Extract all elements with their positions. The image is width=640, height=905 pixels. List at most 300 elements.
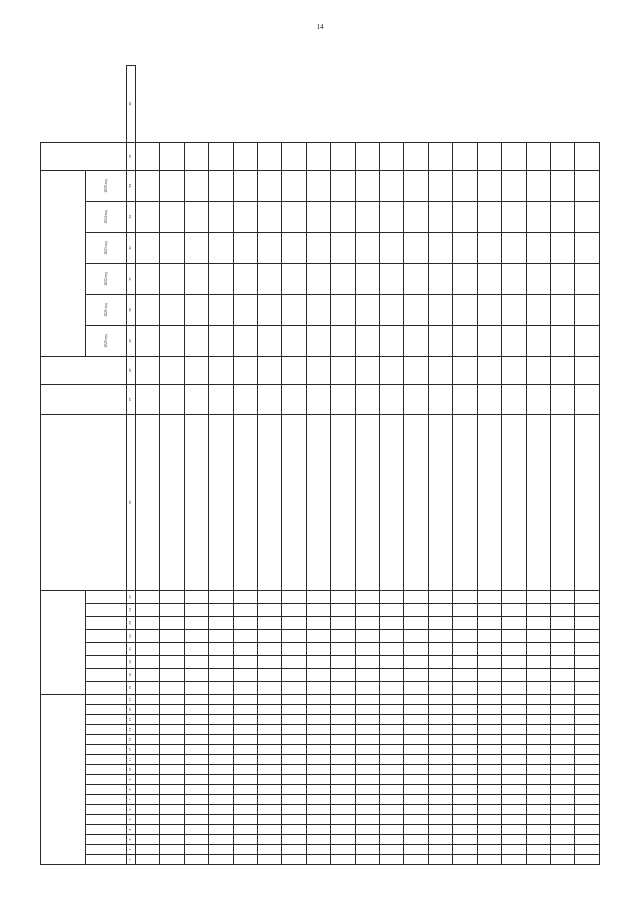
year-value-cell xyxy=(477,263,501,294)
code-cell xyxy=(355,735,379,745)
code-cell xyxy=(575,845,600,855)
code-cell xyxy=(380,855,404,865)
code-cell xyxy=(282,855,306,865)
indicator-cell xyxy=(160,681,184,694)
unit-cell xyxy=(477,384,501,414)
code-cell xyxy=(428,835,452,845)
header-code-subcol xyxy=(86,825,127,835)
column-number: 35 xyxy=(127,142,136,170)
indicator-cell xyxy=(184,629,208,642)
code-cell xyxy=(233,835,257,845)
code-cell xyxy=(306,725,330,735)
indicator-cell xyxy=(282,642,306,655)
code-cell xyxy=(258,745,282,755)
code-cell xyxy=(502,805,526,815)
indicator-cell xyxy=(428,616,452,629)
year-value-cell xyxy=(209,232,233,263)
code-cell xyxy=(380,705,404,715)
final-value-cell xyxy=(233,142,257,170)
code-cell xyxy=(282,845,306,855)
code-cell xyxy=(575,825,600,835)
code-cell xyxy=(453,795,477,805)
unit-cell xyxy=(160,384,184,414)
code-cell xyxy=(136,694,160,704)
code-cell xyxy=(282,765,306,775)
code-cell xyxy=(306,855,330,865)
code-cell xyxy=(258,765,282,775)
year-value-cell xyxy=(282,232,306,263)
year-value-cell xyxy=(209,294,233,325)
code-cell xyxy=(160,815,184,825)
code-cell xyxy=(355,845,379,855)
code-cell xyxy=(502,835,526,845)
table-row xyxy=(404,66,428,865)
final-value-cell xyxy=(477,142,501,170)
final-value-cell xyxy=(575,142,600,170)
code-cell xyxy=(428,855,452,865)
code-cell xyxy=(453,745,477,755)
code-cell xyxy=(428,715,452,725)
code-cell xyxy=(209,775,233,785)
code-cell xyxy=(136,725,160,735)
code-cell xyxy=(184,705,208,715)
code-cell xyxy=(136,835,160,845)
indicator-cell xyxy=(282,590,306,603)
code-cell xyxy=(258,735,282,745)
year-value-cell xyxy=(575,170,600,201)
code-cell xyxy=(306,835,330,845)
year-value-cell xyxy=(550,201,574,232)
year-value-cell xyxy=(331,263,355,294)
year-value-cell xyxy=(428,201,452,232)
indicator-cell xyxy=(136,655,160,668)
code-cell xyxy=(160,715,184,725)
year-value-cell xyxy=(331,201,355,232)
code-cell xyxy=(453,805,477,815)
code-cell xyxy=(258,835,282,845)
code-cell xyxy=(477,825,501,835)
code-cell xyxy=(550,705,574,715)
header-name xyxy=(41,414,127,590)
code-cell xyxy=(355,815,379,825)
indicator-cell xyxy=(258,629,282,642)
year-value-cell xyxy=(550,325,574,356)
indicator-cell xyxy=(502,590,526,603)
indicator-cell xyxy=(282,668,306,681)
indicator-cell xyxy=(380,590,404,603)
code-cell xyxy=(477,725,501,735)
code-cell xyxy=(184,755,208,765)
code-cell xyxy=(160,855,184,865)
code-cell xyxy=(184,855,208,865)
description-cell xyxy=(575,414,600,590)
indicator-cell xyxy=(477,590,501,603)
indicator-cell xyxy=(355,681,379,694)
unit-cell xyxy=(502,384,526,414)
code-cell xyxy=(282,735,306,745)
code-cell xyxy=(209,845,233,855)
year-value-cell xyxy=(355,325,379,356)
indicator-cell xyxy=(160,668,184,681)
year-value-cell xyxy=(575,201,600,232)
code-cell xyxy=(209,805,233,815)
year-value-cell xyxy=(550,170,574,201)
column-number: 4 xyxy=(127,825,136,835)
year-value-cell xyxy=(526,170,550,201)
code-cell xyxy=(282,715,306,725)
code-cell xyxy=(453,845,477,855)
column-number: 14 xyxy=(127,725,136,735)
description-cell xyxy=(355,414,379,590)
code-cell xyxy=(575,835,600,845)
code-cell xyxy=(184,785,208,795)
header-indicator-subcol xyxy=(86,681,127,694)
year-value-cell xyxy=(380,201,404,232)
code-cell xyxy=(306,765,330,775)
code-cell xyxy=(380,815,404,825)
code-cell xyxy=(331,745,355,755)
indicator-cell xyxy=(355,655,379,668)
code-cell xyxy=(380,835,404,845)
code-cell xyxy=(575,765,600,775)
code-cell xyxy=(136,745,160,755)
column-number: 30 xyxy=(127,294,136,325)
column-number: 1 xyxy=(127,855,136,865)
year-value-cell xyxy=(380,170,404,201)
code-cell xyxy=(526,845,550,855)
code-cell xyxy=(404,835,428,845)
base-value-cell xyxy=(136,356,160,384)
column-number: 31 xyxy=(127,263,136,294)
code-cell xyxy=(380,845,404,855)
code-cell xyxy=(306,805,330,815)
indicator-cell xyxy=(380,616,404,629)
code-cell xyxy=(331,805,355,815)
code-cell xyxy=(477,795,501,805)
base-value-cell xyxy=(502,356,526,384)
code-cell xyxy=(550,795,574,805)
code-cell xyxy=(550,815,574,825)
header-indicator-subcol xyxy=(86,655,127,668)
base-value-cell xyxy=(160,356,184,384)
code-cell xyxy=(160,835,184,845)
code-cell xyxy=(282,745,306,755)
unit-cell xyxy=(526,384,550,414)
year-value-cell xyxy=(282,201,306,232)
indicator-cell xyxy=(331,629,355,642)
code-cell xyxy=(331,795,355,805)
indicator-cell xyxy=(404,603,428,616)
code-cell xyxy=(184,795,208,805)
indicator-cell xyxy=(184,590,208,603)
code-cell xyxy=(477,735,501,745)
code-cell xyxy=(282,795,306,805)
code-cell xyxy=(282,785,306,795)
indicator-cell xyxy=(136,616,160,629)
header-code-subcol xyxy=(86,755,127,765)
indicator-cell xyxy=(331,590,355,603)
code-cell xyxy=(306,815,330,825)
code-cell xyxy=(380,805,404,815)
indicator-cell xyxy=(184,616,208,629)
indicator-cell xyxy=(209,603,233,616)
column-number: 36 xyxy=(127,66,136,143)
indicator-cell xyxy=(184,603,208,616)
indicator-cell xyxy=(575,681,600,694)
unit-cell xyxy=(550,384,574,414)
year-value-cell xyxy=(380,294,404,325)
table-column-number-row xyxy=(127,66,136,865)
base-value-cell xyxy=(331,356,355,384)
code-cell xyxy=(355,745,379,755)
year-value-cell xyxy=(160,201,184,232)
year-value-cell xyxy=(136,325,160,356)
final-value-cell xyxy=(258,142,282,170)
indicator-cell xyxy=(209,668,233,681)
code-cell xyxy=(209,725,233,735)
code-cell xyxy=(428,805,452,815)
indicator-cell xyxy=(306,629,330,642)
year-value-cell xyxy=(306,325,330,356)
description-cell xyxy=(550,414,574,590)
column-number: 24 xyxy=(127,603,136,616)
year-value-cell xyxy=(526,232,550,263)
description-cell xyxy=(209,414,233,590)
code-cell xyxy=(404,825,428,835)
header-year: 2023 год xyxy=(86,232,127,263)
year-value-cell xyxy=(575,232,600,263)
base-value-cell xyxy=(404,356,428,384)
column-number: 9 xyxy=(127,775,136,785)
code-cell xyxy=(526,755,550,765)
description-cell xyxy=(502,414,526,590)
year-value-cell xyxy=(209,263,233,294)
description-cell xyxy=(306,414,330,590)
code-cell xyxy=(453,735,477,745)
indicator-cell xyxy=(306,590,330,603)
code-cell xyxy=(526,745,550,755)
table-row xyxy=(306,66,330,865)
code-cell xyxy=(209,694,233,704)
header-year: 2025 год xyxy=(86,170,127,201)
code-cell xyxy=(380,745,404,755)
year-value-cell xyxy=(233,201,257,232)
indicator-cell xyxy=(428,590,452,603)
code-cell xyxy=(184,825,208,835)
year-value-cell xyxy=(502,263,526,294)
code-cell xyxy=(550,755,574,765)
indicator-cell xyxy=(160,642,184,655)
code-cell xyxy=(160,785,184,795)
year-value-cell xyxy=(258,325,282,356)
indicator-cell xyxy=(380,642,404,655)
column-number: 22 xyxy=(127,629,136,642)
description-cell xyxy=(184,414,208,590)
code-cell xyxy=(355,715,379,725)
code-cell xyxy=(502,745,526,755)
header-code-subcol xyxy=(86,694,127,704)
code-cell xyxy=(380,694,404,704)
code-cell xyxy=(282,775,306,785)
code-cell xyxy=(550,694,574,704)
code-cell xyxy=(526,705,550,715)
code-cell xyxy=(502,715,526,725)
indicator-cell xyxy=(575,590,600,603)
table-row xyxy=(453,66,477,865)
indicator-cell xyxy=(453,603,477,616)
code-cell xyxy=(282,825,306,835)
indicator-cell xyxy=(453,681,477,694)
indicator-cell xyxy=(502,629,526,642)
code-cell xyxy=(477,705,501,715)
code-cell xyxy=(453,825,477,835)
year-value-cell xyxy=(136,201,160,232)
indicator-cell xyxy=(428,655,452,668)
code-cell xyxy=(355,765,379,775)
code-cell xyxy=(428,755,452,765)
year-value-cell xyxy=(404,294,428,325)
header-code-subcol xyxy=(86,725,127,735)
code-cell xyxy=(575,795,600,805)
indicator-cell xyxy=(380,655,404,668)
code-cell xyxy=(355,785,379,795)
code-cell xyxy=(184,694,208,704)
code-cell xyxy=(184,715,208,725)
description-cell xyxy=(136,414,160,590)
indicator-cell xyxy=(502,681,526,694)
indicator-cell xyxy=(306,655,330,668)
indicator-cell xyxy=(526,668,550,681)
indicator-cell xyxy=(477,616,501,629)
indicator-cell xyxy=(575,655,600,668)
indicator-cell xyxy=(258,616,282,629)
final-value-cell xyxy=(282,142,306,170)
unit-cell xyxy=(575,384,600,414)
indicator-cell xyxy=(477,629,501,642)
code-cell xyxy=(575,855,600,865)
code-cell xyxy=(575,805,600,815)
unit-cell xyxy=(453,384,477,414)
year-value-cell xyxy=(477,325,501,356)
description-cell xyxy=(526,414,550,590)
code-cell xyxy=(306,755,330,765)
indicator-cell xyxy=(209,629,233,642)
indicator-cell xyxy=(380,668,404,681)
program-indicators-table xyxy=(40,65,600,865)
unit-cell xyxy=(233,384,257,414)
code-cell xyxy=(136,795,160,805)
indicator-cell xyxy=(502,616,526,629)
final-value-cell xyxy=(331,142,355,170)
header-code-subcol xyxy=(86,765,127,775)
indicator-cell xyxy=(331,668,355,681)
code-cell xyxy=(258,805,282,815)
indicator-cell xyxy=(550,603,574,616)
table-row xyxy=(477,66,501,865)
indicator-cell xyxy=(282,681,306,694)
header-code-subcol xyxy=(86,775,127,785)
code-cell xyxy=(233,785,257,795)
code-cell xyxy=(550,745,574,755)
code-cell xyxy=(404,815,428,825)
code-cell xyxy=(355,694,379,704)
unit-cell xyxy=(355,384,379,414)
indicator-cell xyxy=(502,642,526,655)
year-value-cell xyxy=(209,170,233,201)
code-cell xyxy=(136,715,160,725)
year-value-cell xyxy=(258,263,282,294)
code-cell xyxy=(428,775,452,785)
description-cell xyxy=(258,414,282,590)
year-value-cell xyxy=(477,201,501,232)
description-cell xyxy=(233,414,257,590)
code-cell xyxy=(233,694,257,704)
column-number: 18 xyxy=(127,681,136,694)
year-value-cell xyxy=(233,232,257,263)
code-cell xyxy=(331,815,355,825)
code-cell xyxy=(306,705,330,715)
year-value-cell xyxy=(306,263,330,294)
indicator-cell xyxy=(258,668,282,681)
code-cell xyxy=(526,795,550,805)
year-value-cell xyxy=(575,263,600,294)
code-cell xyxy=(331,715,355,725)
description-cell xyxy=(477,414,501,590)
year-value-cell xyxy=(184,325,208,356)
code-cell xyxy=(306,694,330,704)
code-cell xyxy=(526,775,550,785)
header-indicator-subcol xyxy=(86,616,127,629)
code-cell xyxy=(502,694,526,704)
code-cell xyxy=(160,735,184,745)
final-value-cell xyxy=(306,142,330,170)
base-value-cell xyxy=(306,356,330,384)
year-value-cell xyxy=(502,325,526,356)
indicator-cell xyxy=(258,681,282,694)
table-row xyxy=(184,66,208,865)
header-year: 2022 год xyxy=(86,263,127,294)
base-value-cell xyxy=(575,356,600,384)
indicator-cell xyxy=(331,616,355,629)
code-cell xyxy=(233,845,257,855)
code-cell xyxy=(575,735,600,745)
code-cell xyxy=(331,725,355,735)
code-cell xyxy=(306,845,330,855)
indicator-cell xyxy=(502,603,526,616)
code-cell xyxy=(184,735,208,745)
table-row xyxy=(380,66,404,865)
header-code-subcol xyxy=(86,845,127,855)
year-value-cell xyxy=(404,170,428,201)
year-value-cell xyxy=(331,232,355,263)
code-cell xyxy=(209,755,233,765)
year-value-cell xyxy=(306,294,330,325)
year-value-cell xyxy=(306,170,330,201)
code-cell xyxy=(282,755,306,765)
year-value-cell xyxy=(258,232,282,263)
base-value-cell xyxy=(355,356,379,384)
final-value-cell xyxy=(136,142,160,170)
column-number: 27 xyxy=(127,384,136,414)
header-indicator-subcol xyxy=(86,642,127,655)
code-cell xyxy=(355,775,379,785)
code-cell xyxy=(453,835,477,845)
code-cell xyxy=(209,785,233,795)
code-cell xyxy=(184,765,208,775)
year-value-cell xyxy=(502,232,526,263)
code-cell xyxy=(355,725,379,735)
indicator-cell xyxy=(380,629,404,642)
